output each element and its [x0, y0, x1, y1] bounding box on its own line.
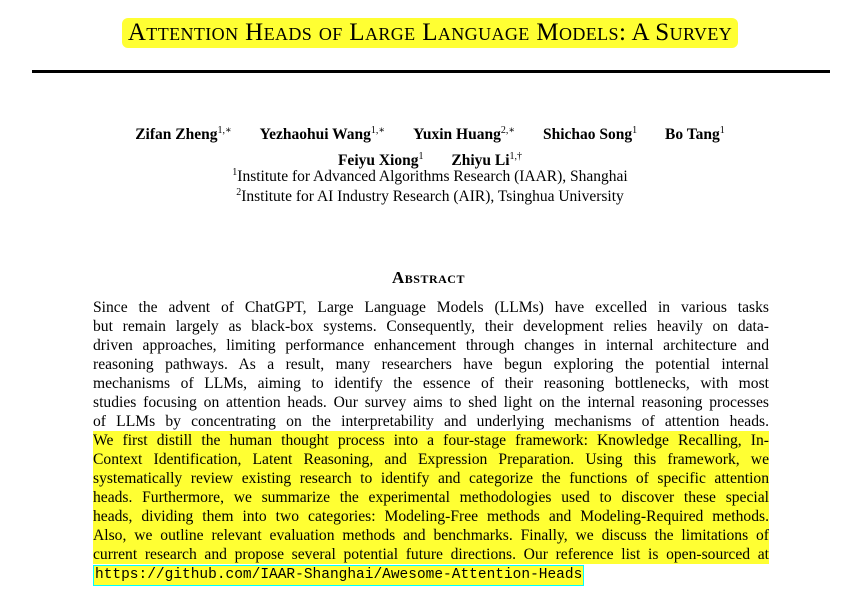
highlight: heads, dividing them into two categories: Modeling-Free methods and Modeling-Required methods. [93, 508, 769, 525]
abstract-line: studies focusing on attention heads. Our survey aims to shed light on the internal reasoning processes [93, 394, 769, 411]
author: Feiyu Xiong$^1$ [337, 151, 424, 170]
abstract-line: mechanisms of LLMs, aiming to identify the essence of their reasoning bottlenecks, with most [93, 375, 769, 392]
abstract-line: driven approaches, limiting performance enhancement through changes in internal architecture and [93, 337, 769, 354]
repo-link[interactable]: https://github.com/IAAR-Shanghai/Awesome-Attention-Heads [93, 565, 584, 586]
abstract-highlighted-line [93, 507, 769, 526]
abstract-body [93, 298, 769, 586]
highlight: We first distill the human thought process into a four-stage framework: Knowledge Recalling, In- [93, 432, 769, 449]
author: Yuxin Huang$^{2,∗}$ [413, 125, 516, 144]
author: Zifan Zheng$^{1,∗}$ [135, 125, 232, 144]
paper-title: Attention Heads of Large Language Models: A Survey [122, 18, 738, 48]
author: Shichao Song$^1$ [543, 125, 638, 144]
abstract-line: but remain largely as black-box systems. Consequently, their development relies heavily on data- [93, 318, 769, 335]
abstract-highlighted-line [93, 526, 769, 545]
title-rule [32, 70, 830, 73]
abstract-highlighted-line [93, 469, 769, 488]
repo-link-line [93, 564, 769, 586]
highlight: Also, we outline relevant evaluation methods and benchmarks. Finally, we discuss the limitations of [93, 527, 769, 544]
abstract-highlighted-line [93, 450, 769, 469]
abstract-heading: Abstract [392, 268, 465, 287]
abstract-highlighted-line [93, 431, 769, 450]
abstract-line: reasoning pathways. As a result, many researchers have begun exploring the potential internal [93, 356, 769, 373]
abstract-line: Since the advent of ChatGPT, Large Language Models (LLMs) have excelled in various tasks [93, 299, 769, 316]
author: Zhiyu $Li^{1,\dagger}$ [451, 151, 523, 170]
affiliation: $^2$Institute for AI Industry Research (AIR), Tsinghua University [236, 187, 624, 206]
affiliation: $^1$Institute for Advanced Algorithms Research (IAAR), Shanghai [232, 167, 628, 186]
highlight: systematically review existing research to identify and categorize the functions of specific attention [93, 470, 769, 487]
highlight: heads. Furthermore, we summarize the experimental methodologies used to discover these special [93, 489, 769, 506]
author: Bo Tang$^1$ [665, 125, 725, 144]
abstract-highlighted-line [93, 488, 769, 507]
author: Yezhaohui Wang$^{1,∗}$ [259, 125, 386, 144]
abstract-highlighted-line [93, 545, 769, 564]
title-container [30, 18, 830, 48]
highlight: current research and propose several potential future directions. Our reference list is open-sourced at [93, 546, 769, 563]
highlight: Context Identification, Latent Reasoning, and Expression Preparation. Using this framework, we [93, 451, 769, 468]
abstract-line: of LLMs by concentrating on the interpretability and underlying mechanisms of attention heads. [93, 413, 769, 430]
